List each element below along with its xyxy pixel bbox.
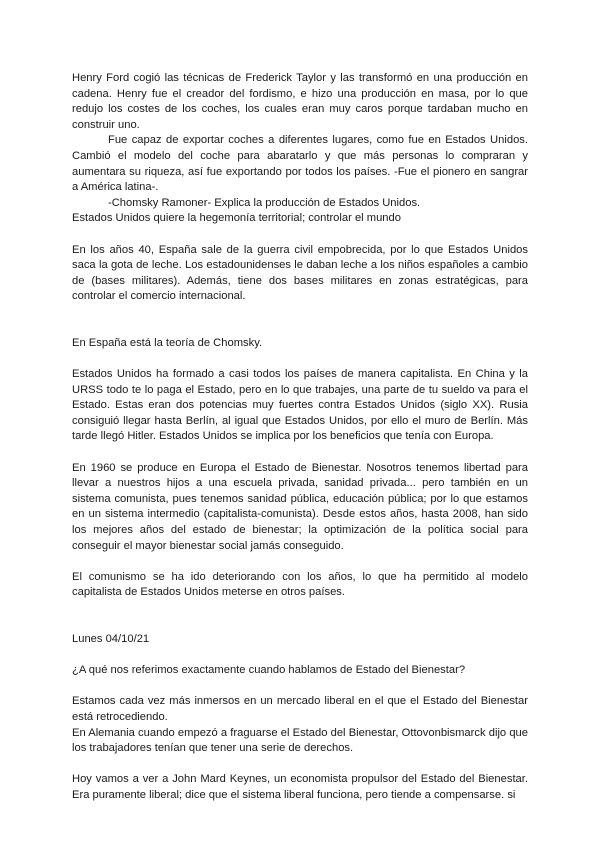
spacer bbox=[72, 679, 528, 695]
paragraph-anos-40: En los años 40, España sale de la guerra civil empobrecida, por lo que Estados Unidos saca la gota de leche. Los estadounidenses le daban leche a los niños españoles a cambio de (bases militares). Además, tiene dos bases militares en zonas estratégicas, para controlar el comercio internacional. bbox=[72, 243, 528, 303]
spacer bbox=[72, 757, 528, 773]
spacer bbox=[72, 554, 528, 570]
paragraph-keynes: Hoy vamos a ver a John Mard Keynes, un economista propulsor del Estado del Bienestar. Era puramente liberal; dice que el sistema liberal funciona, pero tiende a compensarse. si bbox=[72, 773, 528, 801]
spacer bbox=[72, 445, 528, 461]
paragraph-capitalismo: Estados Unidos ha formado a casi todos los países de manera capitalista. En China y la URSS todo te lo paga el Estado, pero en lo que trabajes, una parte de tu sueldo va para el Estado. Estas eran dos potencias muy fuertes contra Estados Unidos (siglo XX). Rusia consiguió llegar hasta Berlín, al igual que Estados Unidos, por ello el muro de Berlín. Más tarde llegó Hitler. Estados Unidos se implica por los beneficios que tenía con Europa. bbox=[72, 368, 528, 443]
paragraph-question: ¿A qué nos referimos exactamente cuando hablamos de Estado del Bienestar? bbox=[72, 664, 466, 677]
spacer bbox=[72, 227, 528, 243]
spacer bbox=[72, 648, 528, 664]
paragraph-chomsky-reference: -Chomsky Ramoner- Explica la producción de Estados Unidos. bbox=[108, 196, 421, 209]
spacer bbox=[72, 305, 528, 336]
paragraph-hegemonia: Estados Unidos quiere la hegemonía territorial; controlar el mundo bbox=[72, 212, 401, 225]
spacer bbox=[72, 352, 528, 368]
spacer bbox=[72, 601, 528, 632]
paragraph-alemania: En Alemania cuando empezó a fraguarse el Estado del Bienestar, Ottovonbismarck dijo que los trabajadores tenían que tener una serie de derechos. bbox=[72, 726, 528, 755]
paragraph-export-coches: Fue capaz de exportar coches a diferentes lugares, como fue en Estados Unidos. Cambió el modelo del coche para abaratarlo y que más personas lo compraran y aumentara su riqueza, así fue exportando por todos los países. -Fue el pionero en sangrar a América latina-. bbox=[72, 134, 528, 194]
paragraph-mercado-liberal: Estamos cada vez más inmersos en un mercado liberal en el que el Estado del Bienestar está retrocediendo. bbox=[72, 695, 528, 723]
date-heading: Lunes 04/10/21 bbox=[72, 633, 150, 645]
paragraph-henry-ford: Henry Ford cogió las técnicas de Frederick Taylor y las transformó en una producción en cadena. Henry fue el creador del fordismo, e hizo una producción en masa, por lo que redujo los costes de los coches, los cuales eran muy caros porque tardaban mucho en construir uno. bbox=[72, 72, 528, 131]
document-body bbox=[72, 71, 528, 804]
paragraph-comunismo: El comunismo se ha ido deteriorando con los años, lo que ha permitido al modelo capitalista de Estados Unidos meterse en otros países. bbox=[72, 570, 528, 599]
paragraph-teoria-chomsky: En España está la teoría de Chomsky. bbox=[72, 336, 263, 349]
paragraph-estado-bienestar-1960: En 1960 se produce en Europa el Estado de Bienestar. Nosotros tenemos libertad para llevar a nuestros hijos a una escuela privada, sanidad privada... pero también en un sistema comunista, pues tenemos sanidad pública, educación pública; por lo que estamos en un sistema intermedio (capitalista-comunista). Desde estos años, hasta 2008, han sido los mejores años del estado de bienestar; la optimización de la política social para conseguir el mayor bienestar social jamás conseguido. bbox=[72, 461, 528, 552]
